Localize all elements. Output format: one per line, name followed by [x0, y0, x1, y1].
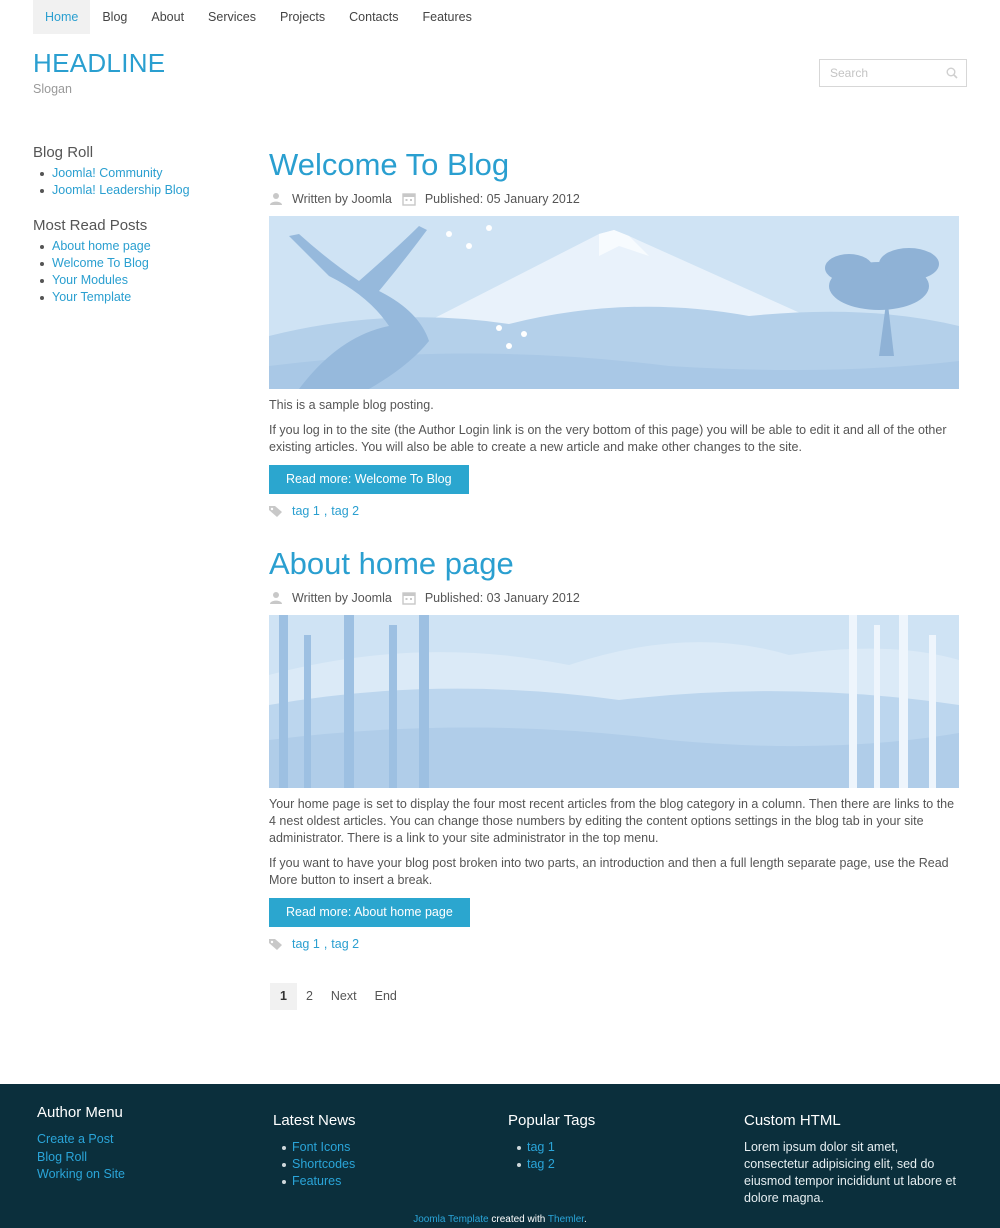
footer-latest-news — [273, 1112, 356, 1189]
tag-link[interactable]: tag 1 — [292, 504, 320, 518]
calendar-icon — [402, 192, 416, 206]
tag-link[interactable]: tag 1 — [527, 1140, 555, 1154]
most-read-link[interactable]: Welcome To Blog — [52, 256, 149, 270]
article-welcome — [269, 147, 959, 518]
popular-tags-list — [508, 1139, 595, 1173]
nav-item-services[interactable]: Services — [208, 10, 256, 24]
list-item — [273, 1156, 356, 1173]
article-meta — [269, 191, 959, 207]
credit-link-themler[interactable]: Themler — [547, 1214, 585, 1225]
pagination — [270, 983, 406, 1010]
sidebar — [33, 144, 233, 324]
nav-item-contacts[interactable]: Contacts — [349, 10, 399, 24]
footer-heading: Popular Tags — [508, 1112, 596, 1129]
article-meta — [269, 590, 959, 606]
article-title[interactable]: Welcome To Blog — [269, 147, 510, 182]
article-author: Written by Joomla — [292, 591, 392, 605]
blog-roll-link[interactable]: Joomla! Community — [52, 166, 163, 180]
read-more-button[interactable]: Read more: Welcome To Blog — [269, 465, 469, 494]
calendar-icon — [402, 591, 416, 605]
most-read-list — [33, 238, 233, 306]
most-read-link[interactable]: Your Modules — [52, 273, 128, 287]
list-item — [33, 289, 233, 306]
article-tags: tag 1 , tag 2 — [269, 937, 959, 951]
list-item — [33, 165, 233, 182]
custom-html-text: Lorem ipsum dolor sit amet, consectetur adipisicing elit, sed do eiusmod tempor incididunt ut labore et dolore magna. — [744, 1140, 956, 1205]
article-tags: tag 1 , tag 2 — [269, 504, 959, 518]
user-icon — [269, 192, 283, 206]
footer-link[interactable]: Blog Roll — [37, 1149, 88, 1164]
site-headline[interactable]: HEADLINE — [33, 48, 166, 78]
footer-link[interactable]: Create a Post — [37, 1132, 114, 1146]
article-about-home — [269, 546, 959, 951]
most-read-title: Most Read Posts — [33, 217, 148, 234]
article-image — [269, 615, 959, 788]
list-item — [33, 272, 233, 289]
blog-roll-list — [33, 165, 233, 199]
article-published: Published: 03 January 2012 — [424, 591, 580, 605]
list-item — [33, 255, 233, 272]
footer-link[interactable]: Working on Site — [37, 1167, 126, 1181]
latest-news-list — [273, 1139, 356, 1189]
footer-heading: Latest News — [273, 1112, 356, 1129]
site-slogan: Slogan — [33, 82, 72, 96]
list-item — [33, 182, 233, 199]
page-current: 1 — [270, 983, 297, 1010]
nav-item-home[interactable]: Home — [33, 0, 90, 34]
read-more-button[interactable]: Read more: About home page — [269, 898, 470, 927]
footer-heading: Custom HTML — [744, 1112, 841, 1129]
footer-credit — [0, 1214, 1000, 1225]
search-box — [819, 59, 967, 87]
news-link[interactable]: Shortcodes — [292, 1156, 356, 1171]
list-item — [33, 238, 233, 255]
article-paragraph: If you want to have your blog post broken into two parts, an introduction and then a full length separate page, use the Read More button to insert a break. — [269, 856, 949, 887]
user-icon — [269, 591, 283, 605]
blog-roll-link[interactable]: Joomla! Leadership Blog — [52, 183, 190, 197]
most-read-link[interactable]: Your Template — [52, 290, 132, 304]
tag-link[interactable]: tag 1 — [292, 937, 320, 951]
list-item — [508, 1156, 595, 1173]
tag-link[interactable]: tag 2 — [331, 504, 360, 518]
most-read-link[interactable]: About home page — [52, 239, 151, 253]
article-published: Published: 05 January 2012 — [424, 192, 580, 206]
tag-link[interactable]: tag 2 — [331, 937, 360, 951]
nav-item-about[interactable]: About — [151, 10, 185, 24]
footer-custom-html — [744, 1112, 966, 1207]
footer-author-menu — [37, 1104, 125, 1184]
article-paragraph: This is a sample blog posting. — [269, 398, 434, 412]
credit-end: . — [584, 1214, 587, 1225]
article-paragraph: If you log in to the site (the Author Login link is on the very bottom of this page) you will be able to edit it and all of the other existing articles. You will also be able to create a new article and make other changes to the site. — [269, 423, 947, 454]
page-link[interactable]: 2 — [305, 989, 313, 1003]
list-item — [508, 1139, 595, 1156]
news-link[interactable]: Features — [292, 1173, 342, 1188]
article-body — [269, 397, 959, 456]
article-paragraph: Your home page is set to display the four most recent articles from the blog category in a column. Then there are links to the 4 nest oldest articles. You can change those numbers by editing the content options settings in the blog tab in your site administrator. There is a link to your site administrator in the top menu. — [269, 797, 955, 845]
list-item — [273, 1173, 356, 1190]
tag-icon — [269, 938, 283, 950]
credit-text: created with — [488, 1214, 548, 1225]
blog-roll-title: Blog Roll — [33, 144, 94, 161]
search-input[interactable] — [820, 60, 938, 86]
page-next[interactable]: Next — [330, 989, 357, 1003]
top-nav — [33, 0, 484, 34]
list-item — [273, 1139, 356, 1156]
tag-icon — [269, 505, 283, 517]
tag-link[interactable]: tag 2 — [527, 1156, 555, 1171]
footer-popular-tags — [508, 1112, 595, 1173]
search-icon[interactable] — [946, 67, 958, 79]
article-image — [269, 216, 959, 389]
nav-item-projects[interactable]: Projects — [279, 10, 326, 24]
news-link[interactable]: Font Icons — [292, 1140, 351, 1154]
article-title[interactable]: About home page — [269, 546, 514, 581]
nav-item-features[interactable]: Features — [422, 10, 472, 24]
article-body — [269, 796, 959, 889]
footer — [0, 1084, 1000, 1228]
page-end[interactable]: End — [374, 989, 397, 1003]
article-author: Written by Joomla — [292, 192, 392, 206]
credit-link-joomla[interactable]: Joomla Template — [413, 1214, 489, 1225]
footer-heading: Author Menu — [37, 1104, 123, 1121]
nav-item-blog[interactable]: Blog — [102, 10, 128, 24]
